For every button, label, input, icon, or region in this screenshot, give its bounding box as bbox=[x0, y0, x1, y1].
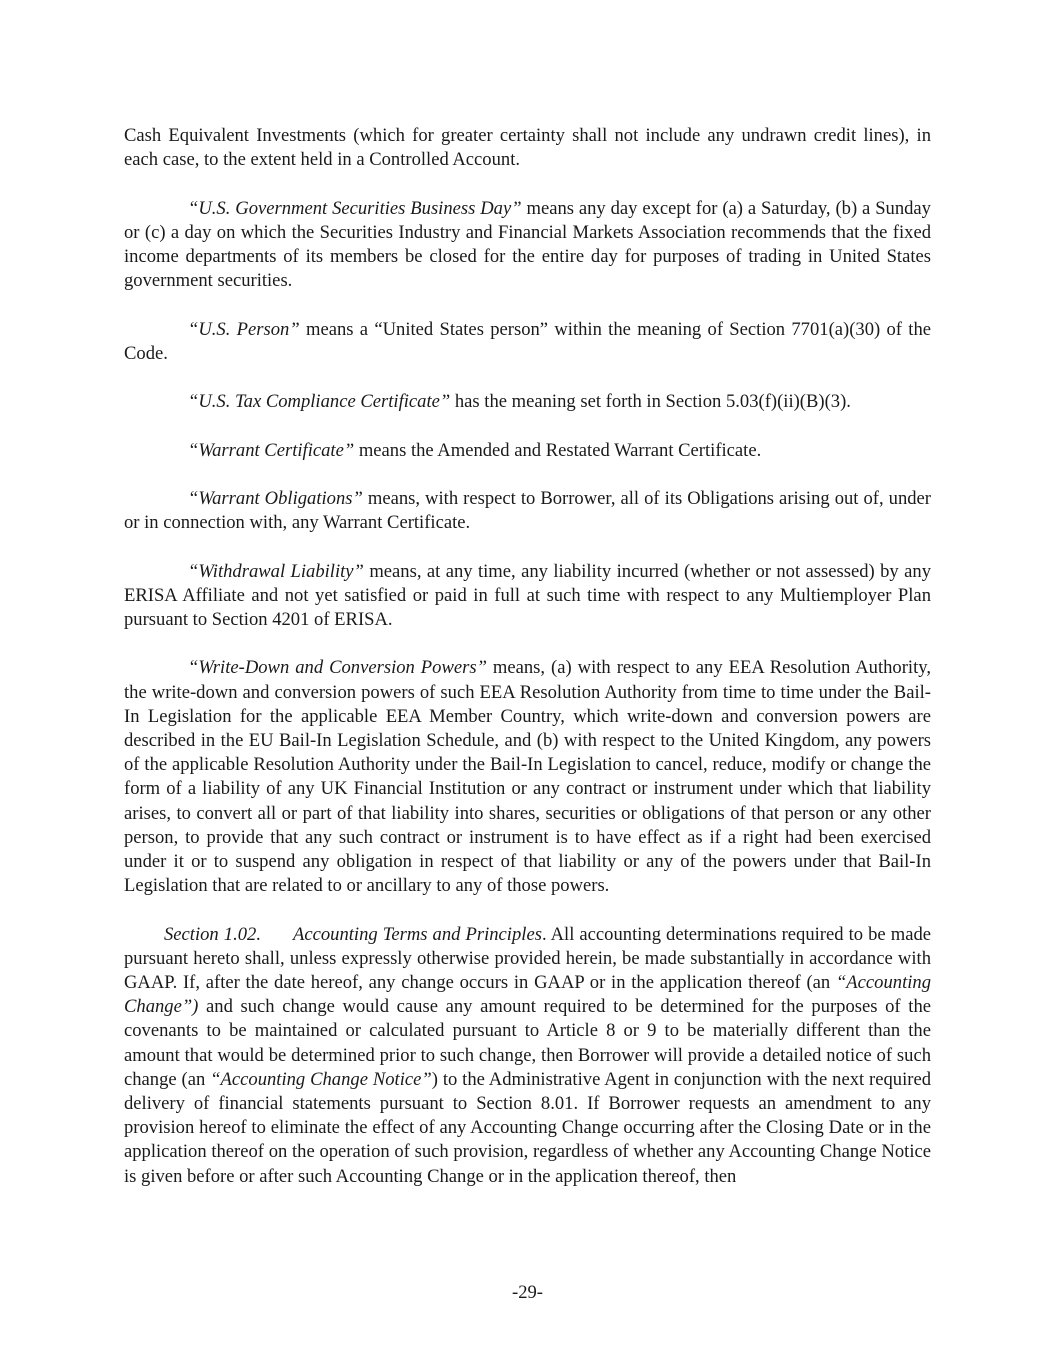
defined-term: “Accounting Change”) bbox=[124, 971, 931, 1018]
definition-us-tax-compliance-certificate bbox=[124, 390, 931, 414]
section-1-02-accounting-terms bbox=[124, 923, 931, 1189]
defined-term: “Warrant Certificate” bbox=[188, 439, 355, 461]
defined-term: “Accounting Change Notice” bbox=[210, 1068, 432, 1090]
paragraph-cash-equivalent-continuation bbox=[124, 124, 931, 172]
definition-text: means, (a) with respect to any EEA Resolution Authority, the write-down and conversion powers of such EEA Resolution Authority from time to time under the Bail-In Legislation for the applicable EEA Member Country, which write-down and conversion powers are described in the EU Bail-In Legislation Schedule, and (b) with respect to the United Kingdom, any powers of the applicable Resolution Authority under the Bail-In Legislation to cancel, reduce, modify or change the form of a liability of any UK Financial Institution or any contract or instrument under which that liability arises, to convert all or part of that liability into shares, securities or obligations of that person or any other person, to provide that any such contract or instrument is to have effect as if a right had been exercised under it or to suspend any obligation in respect of that liability or any of the powers under that Bail-In Legislation that are related to or ancillary to any of those powers. bbox=[124, 657, 931, 897]
definition-text: means, with respect to Borrower, all of its Obligations arising out of, under or in connection with, any Warrant Certificate. bbox=[124, 487, 931, 534]
section-title: Accounting Terms and Principles bbox=[292, 923, 542, 945]
section-text: . All accounting determinations required to be made pursuant hereto shall, unless expressly otherwise provided herein, be made substantially in accordance with GAAP. If, after the date hereof, any change occurs in GAAP or in the application thereof (an bbox=[124, 923, 931, 993]
definition-text: means a “United States person” within the meaning of Section 7701(a)(30) of the Code. bbox=[124, 318, 931, 364]
definition-text: means, at any time, any liability incurred (whether or not assessed) by any ERISA Affiliate and not yet satisfied or paid in full at such time with respect to any Multiemployer Plan pursuant to Section 4201 of ERISA. bbox=[124, 560, 931, 630]
definition-write-down-and-conversion-powers bbox=[124, 656, 931, 898]
document-page bbox=[124, 124, 931, 1213]
defined-term: “U.S. Person” bbox=[188, 318, 300, 340]
definition-text: means any day except for (a) a Saturday, (b) a Sunday or (c) a day on which the Securities Industry and Financial Markets Association recommends that the fixed income departments of its members be closed for the entire day for purposes of trading in United States government securities. bbox=[124, 197, 931, 292]
section-text: ) to the Administrative Agent in conjunction with the next required delivery of financial statements pursuant to Section 8.01. If Borrower requests an amendment to any provision hereof to eliminate the effect of any Accounting Change occurring after the Closing Date or in the application thereof on the operation of such provision, regardless of whether any Accounting Change Notice is given before or after such Accounting Change or in the application thereof, then bbox=[124, 1068, 931, 1187]
definition-warrant-obligations bbox=[124, 487, 931, 535]
page-number: -29- bbox=[512, 1282, 543, 1303]
section-number: Section 1.02. bbox=[164, 923, 261, 945]
section-text: and such change would cause any amount required to be determined for the purposes of the covenants to be maintained or calculated pursuant to Article 8 or 9 to be materially different than the amount that would be determined prior to such change, then Borrower will provide a detailed notice of such change (an bbox=[124, 996, 931, 1090]
defined-term: “Write-Down and Conversion Powers” bbox=[188, 657, 487, 679]
defined-term: “U.S. Tax Compliance Certificate” bbox=[188, 391, 451, 413]
definition-withdrawal-liability bbox=[124, 560, 931, 633]
definition-text: has the meaning set forth in Section 5.03(f)(ii)(B)(3). bbox=[450, 391, 851, 413]
definition-text: means the Amended and Restated Warrant Certificate. bbox=[354, 439, 762, 461]
paragraph-text: Cash Equivalent Investments (which for greater certainty shall not include any undrawn credit lines), in each case, to the extent held in a Controlled Account. bbox=[124, 125, 931, 171]
defined-term: “Withdrawal Liability” bbox=[188, 560, 364, 582]
defined-term: “Warrant Obligations” bbox=[188, 487, 363, 509]
definition-warrant-certificate bbox=[124, 439, 931, 463]
definition-us-government-securities-business-day bbox=[124, 197, 931, 294]
defined-term: “U.S. Government Securities Business Day” bbox=[188, 197, 522, 219]
definition-us-person bbox=[124, 318, 931, 366]
